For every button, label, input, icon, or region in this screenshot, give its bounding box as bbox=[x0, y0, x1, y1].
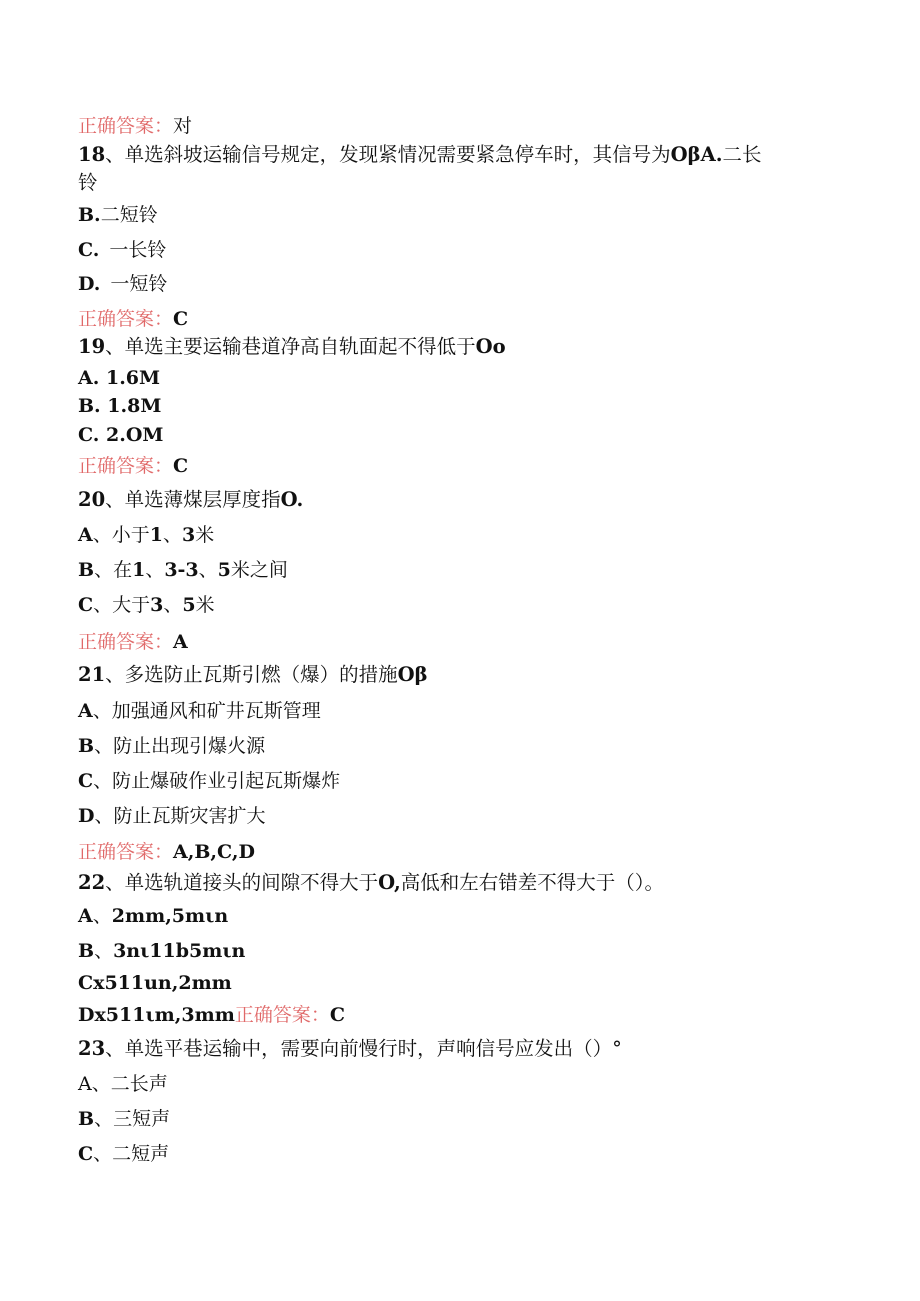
option-text: 、 bbox=[145, 559, 165, 581]
answer-21 bbox=[78, 840, 255, 864]
option-letter: B bbox=[78, 559, 95, 581]
option-text: 、小于 bbox=[92, 524, 150, 546]
option-letter: C bbox=[78, 770, 94, 792]
option-number: 3 bbox=[182, 524, 196, 546]
answer-20 bbox=[78, 630, 188, 654]
question-text: 高低和左右错差不得大于（）。 bbox=[400, 871, 665, 894]
question-19 bbox=[78, 335, 506, 359]
question-number: 23 bbox=[78, 1037, 106, 1060]
option-21-c bbox=[78, 769, 340, 793]
question-text-wrap: 铃 bbox=[78, 171, 98, 194]
option-text: 、 bbox=[92, 905, 112, 927]
option-text: 米 bbox=[195, 524, 215, 546]
option-text: 米 bbox=[195, 594, 215, 616]
option-letter: B. bbox=[78, 204, 101, 226]
answer-value: 对 bbox=[173, 115, 193, 137]
question-number: 20 bbox=[78, 488, 106, 511]
option-22-d-and-answer bbox=[78, 1003, 345, 1027]
option-number: 5 bbox=[182, 594, 196, 616]
question-text: 、单选斜坡运输信号规定，发现紧情况需要紧急停车时，其信号为 bbox=[105, 143, 671, 166]
option-text: 、二长声 bbox=[91, 1073, 168, 1095]
option-text: 、防止爆破作业引起瓦斯爆炸 bbox=[93, 770, 341, 792]
option-18-b bbox=[78, 203, 158, 227]
question-text: 、单选平巷运输中，需要向前慢行时，声响信号应发出（）° bbox=[105, 1037, 622, 1060]
answer-label: 正确答案： bbox=[78, 841, 174, 863]
question-text: 、多选防止瓦斯引燃（爆）的措施 bbox=[105, 663, 398, 686]
answer-label: 正确答案： bbox=[78, 115, 174, 137]
question-22 bbox=[78, 871, 664, 895]
option-21-b bbox=[78, 734, 265, 758]
option-23-a bbox=[78, 1072, 168, 1096]
option-letter: A bbox=[78, 700, 93, 722]
option-text: 、防止出现引爆火源 bbox=[94, 735, 266, 757]
question-number: 19 bbox=[78, 335, 106, 358]
answer-value: A,B,C,D bbox=[173, 841, 255, 863]
option-text: 、二短声 bbox=[93, 1143, 170, 1165]
option-letter: B bbox=[78, 1108, 95, 1130]
option-letter: A bbox=[78, 1073, 92, 1095]
answer-value: C bbox=[329, 1004, 345, 1026]
option-22-a bbox=[78, 904, 228, 928]
option-22-c: Cx511un,2mm bbox=[78, 972, 232, 994]
answer-label: 正确答案： bbox=[78, 455, 174, 477]
option-23-b bbox=[78, 1107, 170, 1131]
question-tail: Oo bbox=[475, 335, 506, 358]
option-value: 2mm,5mιn bbox=[111, 905, 229, 927]
option-text: 、加强通风和矿井瓦斯管理 bbox=[92, 700, 321, 722]
option-value: Dx511ιm,3mm bbox=[78, 1004, 235, 1026]
question-tail: Oβ bbox=[397, 663, 428, 686]
option-22-b bbox=[78, 939, 245, 963]
option-letter: B bbox=[78, 735, 95, 757]
option-number: 3 bbox=[150, 594, 164, 616]
option-letter: D bbox=[78, 805, 95, 827]
question-tail: OβA. bbox=[670, 143, 723, 166]
option-23-c bbox=[78, 1142, 169, 1166]
answer-value: C bbox=[173, 308, 189, 330]
question-number: 21 bbox=[78, 663, 106, 686]
option-text: 、防止瓦斯灾害扩大 bbox=[94, 805, 266, 827]
option-number: 5 bbox=[217, 559, 231, 581]
option-text: 、 bbox=[163, 594, 183, 616]
option-letter: A bbox=[78, 905, 93, 927]
answer-label: 正确答案： bbox=[78, 308, 174, 330]
option-text: 、 bbox=[94, 940, 114, 962]
question-20 bbox=[78, 488, 303, 512]
answer-19 bbox=[78, 454, 188, 478]
option-text: 、在 bbox=[94, 559, 133, 581]
option-18-d bbox=[78, 272, 167, 296]
option-20-c bbox=[78, 593, 215, 617]
question-21 bbox=[78, 663, 428, 687]
option-text: 米之间 bbox=[230, 559, 288, 581]
option-letter: C bbox=[78, 1143, 94, 1165]
answer-value: A bbox=[173, 631, 188, 653]
option-letter: C bbox=[78, 594, 94, 616]
option-number: 3-3 bbox=[164, 559, 199, 581]
question-blank: O, bbox=[378, 871, 401, 894]
option-19-a: A. 1.6M bbox=[78, 367, 161, 389]
answer-18 bbox=[78, 307, 188, 331]
option-text: 一长铃 bbox=[109, 239, 167, 261]
option-20-b bbox=[78, 558, 288, 582]
option-21-a bbox=[78, 699, 321, 723]
option-text: 一短铃 bbox=[110, 273, 168, 295]
question-text: 、单选薄煤层厚度指 bbox=[105, 488, 281, 511]
option-text: 二短铃 bbox=[100, 204, 158, 226]
option-letter: B bbox=[78, 940, 95, 962]
option-19-b: B. 1.8M bbox=[78, 395, 162, 417]
option-letter: A bbox=[78, 524, 93, 546]
question-text: 、单选主要运输巷道净高自轨面起不得低于 bbox=[105, 335, 476, 358]
option-18-c bbox=[78, 238, 166, 262]
option-19-c: C. 2.OM bbox=[78, 424, 164, 446]
option-letter: C. bbox=[78, 239, 100, 261]
option-number: 1 bbox=[149, 524, 163, 546]
question-number: 22 bbox=[78, 871, 106, 894]
answer-label: 正确答案： bbox=[234, 1004, 330, 1026]
option-text: 、大于 bbox=[93, 594, 151, 616]
option-20-a bbox=[78, 523, 214, 547]
answer-label: 正确答案： bbox=[78, 631, 174, 653]
option-text: 、 bbox=[163, 524, 183, 546]
question-tail: O. bbox=[280, 488, 304, 511]
option-number: 1 bbox=[132, 559, 146, 581]
option-text: 、 bbox=[198, 559, 218, 581]
option-value: 3nι11b5mιn bbox=[113, 940, 246, 962]
option-text: 、三短声 bbox=[94, 1108, 171, 1130]
question-tail-text: 二长 bbox=[722, 143, 762, 166]
question-18 bbox=[78, 143, 762, 167]
answer-17 bbox=[78, 114, 192, 138]
question-18-wrap bbox=[78, 171, 98, 195]
option-letter: D. bbox=[78, 273, 101, 295]
question-23 bbox=[78, 1037, 622, 1061]
option-21-d bbox=[78, 804, 266, 828]
question-number: 18 bbox=[78, 143, 106, 166]
question-text: 、单选轨道接头的间隙不得大于 bbox=[105, 871, 379, 894]
answer-value: C bbox=[173, 455, 189, 477]
